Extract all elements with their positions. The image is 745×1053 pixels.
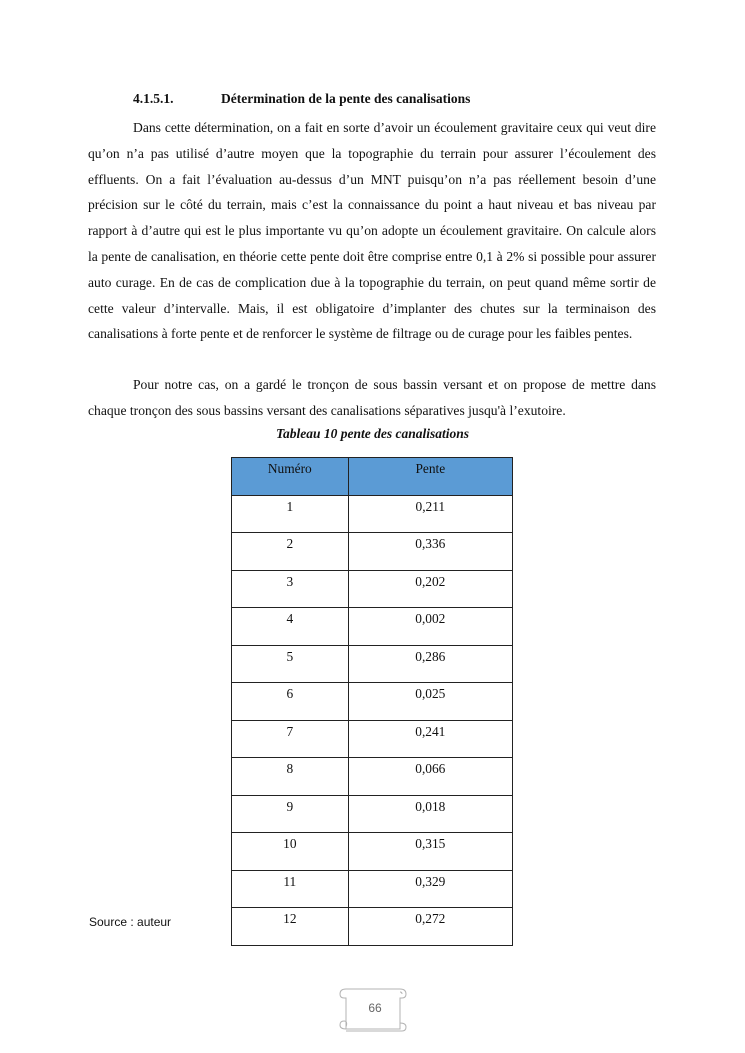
paragraph-case [88,372,656,424]
table-row [232,570,513,608]
table-row [232,533,513,571]
cell-numero: 9 [232,795,349,833]
table-row [232,833,513,871]
slope-table [231,457,513,946]
section-title: Détermination de la pente des canalisations [221,91,471,106]
paragraph-intro [88,115,656,347]
table-row [232,495,513,533]
paragraph-text: Pour notre cas, on a gardé le tronçon de sous bassin versant et on propose de mettre dans chaque tronçon des sous bassins versant des canalisations séparatives jusqu'à l’exutoire. [88,377,656,418]
table-row [232,645,513,683]
cell-numero: 7 [232,720,349,758]
table-caption: Tableau 10 pente des canalisations [275,426,469,441]
cell-pente: 0,329 [348,870,512,908]
cell-pente: 0,025 [348,683,512,721]
table-row [232,870,513,908]
cell-pente: 0,272 [348,908,512,946]
cell-numero: 1 [232,495,349,533]
cell-numero: 5 [232,645,349,683]
cell-pente: 0,241 [348,720,512,758]
cell-pente: 0,202 [348,570,512,608]
table-row [232,795,513,833]
cell-pente: 0,315 [348,833,512,871]
cell-pente: 0,286 [348,645,512,683]
cell-pente: 0,211 [348,495,512,533]
table-row [232,720,513,758]
cell-pente: 0,018 [348,795,512,833]
table-header-row [232,458,513,496]
table-row [232,683,513,721]
cell-pente: 0,066 [348,758,512,796]
cell-pente: 0,002 [348,608,512,646]
cell-numero: 8 [232,758,349,796]
cell-numero: 11 [232,870,349,908]
cell-numero: 2 [232,533,349,571]
column-header-pente: Pente [348,458,512,496]
table-row [232,908,513,946]
cell-numero: 6 [232,683,349,721]
cell-numero: 3 [232,570,349,608]
table-row [232,758,513,796]
page-number: 66 [368,1001,382,1015]
cell-numero: 10 [232,833,349,871]
column-header-numero: Numéro [232,458,349,496]
cell-numero: 4 [232,608,349,646]
source-note: Source : auteur [89,915,172,929]
section-heading [133,91,470,107]
section-number: 4.1.5.1. [133,91,174,106]
paragraph-text: Dans cette détermination, on a fait en sorte d’avoir un écoulement gravitaire ceux qui veut dire qu’on n’a pas utilisé d’autre moyen que la topographie du terrain pour assurer l’écoulement des effluents. On a fait l’évaluation au-dessus d’un MNT puisqu’on n’a pas réellement besoin d’une précision sur le côté du terrain, mais c’est la connaissance du point a haut niveau et bas niveau par rapport à d’autre qui est le plus importante vu qu’on adopte un écoulement gravitaire. On calcule alors la pente de canalisation, en théorie cette pente doit être comprise entre 0,1 à 2% si possible pour assurer auto curage. En de cas de complication due à la topographie du terrain, on peut quand même sortir de cette valeur d’intervalle. Mais, il est obligatoire d’implanter des chutes sur la terminaison des canalisations à forte pente et de renforcer le système de filtrage ou de curage pour les faibles pentes. [88,120,656,342]
cell-numero: 12 [232,908,349,946]
cell-pente: 0,336 [348,533,512,571]
table-row [232,608,513,646]
